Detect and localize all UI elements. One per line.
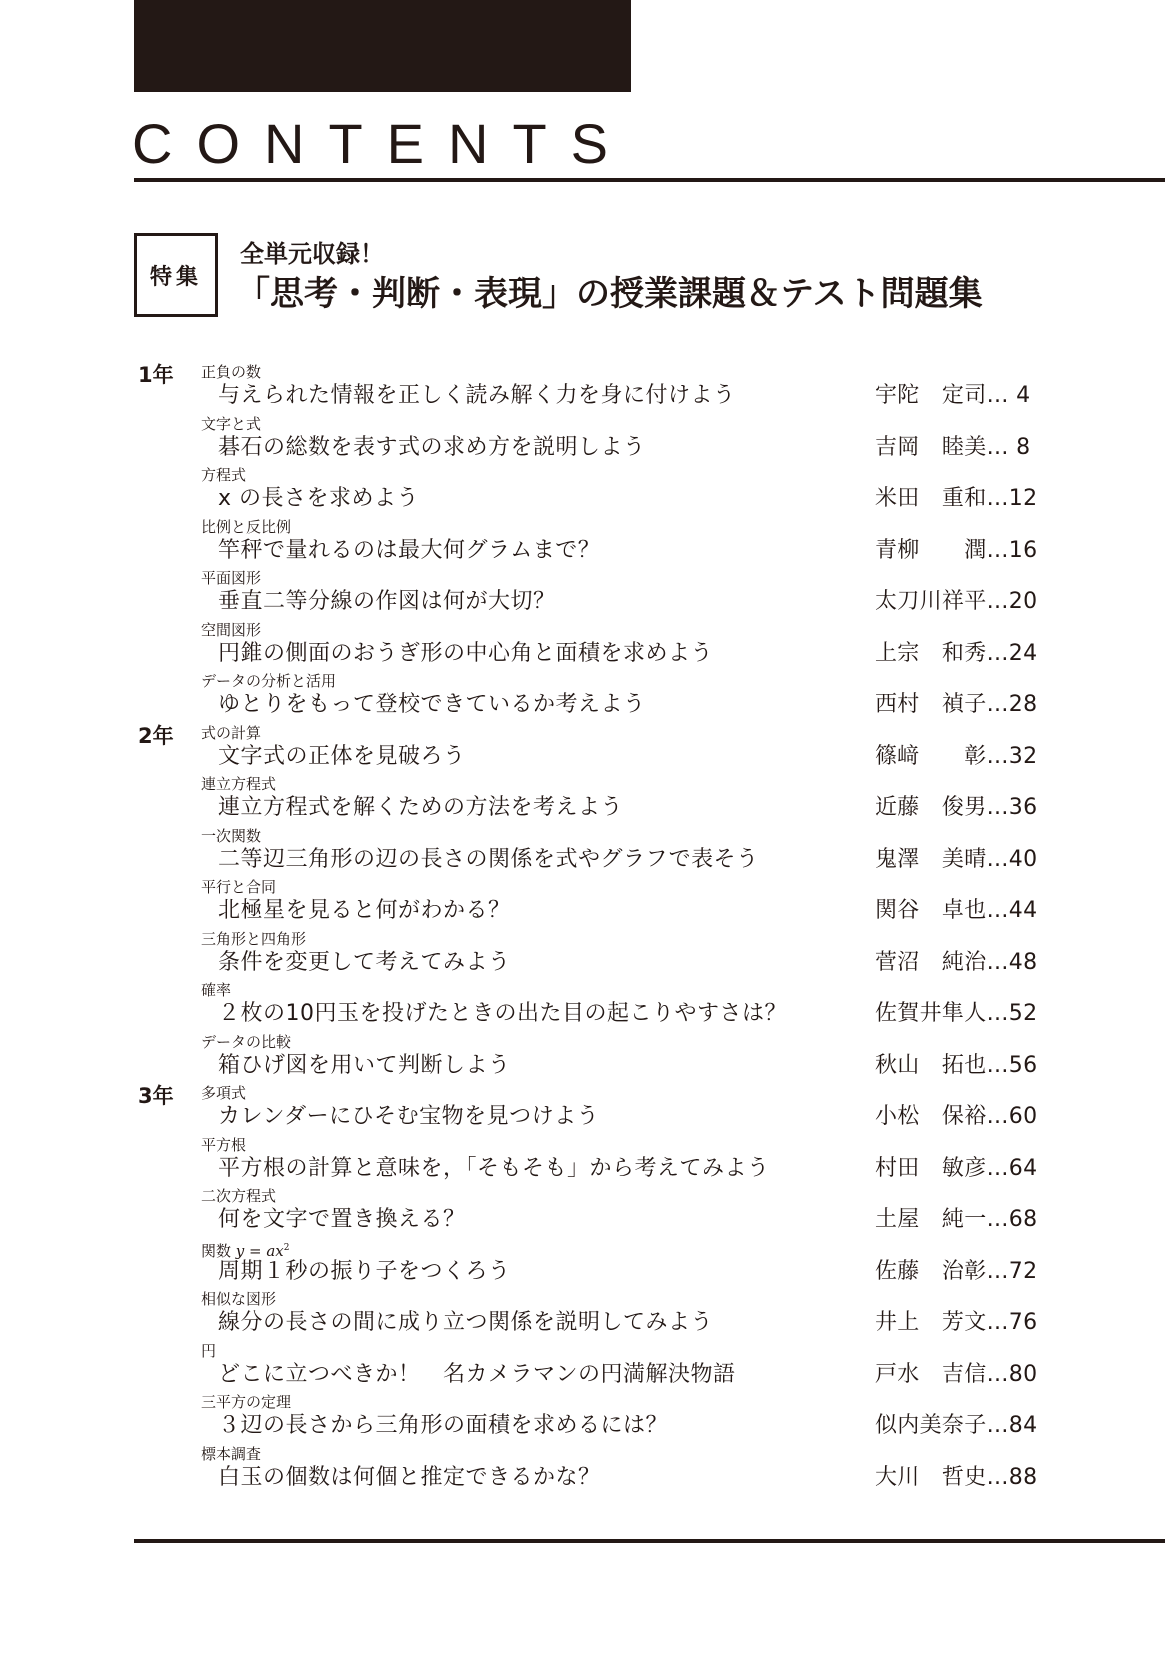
unit-label	[201, 1290, 276, 1308]
toc-entry[interactable]	[0, 1341, 1165, 1393]
unit-name: データの比較	[201, 1032, 292, 1051]
author-and-page: 村田 敏彦…64	[875, 1155, 1038, 1181]
unit-formula-text: y = ax	[231, 1241, 284, 1260]
unit-label	[201, 1393, 291, 1411]
article-title: 円錐の側面のおうぎ形の中心角と面積を求めよう	[218, 640, 714, 666]
article-title: 連立方程式を解くための方法を考えよう	[218, 795, 624, 820]
unit-label	[201, 363, 261, 381]
toc-entry[interactable]	[0, 1238, 1165, 1290]
unit-name: 文字と式	[201, 414, 262, 433]
author-and-page: 井上 芳文…76	[875, 1310, 1038, 1335]
author-and-page: 上宗 和秀…24	[875, 640, 1038, 666]
toc-entry[interactable]	[0, 414, 1165, 466]
author-and-page: 戸水 吉信…80	[875, 1361, 1038, 1387]
author-and-page: 佐賀井隼人…52	[875, 1001, 1038, 1026]
top-rule	[134, 178, 1165, 182]
unit-name: 確率	[201, 981, 232, 999]
unit-label	[201, 724, 261, 742]
unit-label	[201, 981, 231, 999]
article-title: 条件を変更して考えてみよう	[218, 949, 511, 975]
article-title: x の長さを求めよう	[218, 486, 420, 511]
grade-label: 1年	[138, 363, 174, 387]
unit-name: 関数	[201, 1241, 232, 1260]
author-and-page: 大川 哲史…88	[875, 1464, 1038, 1490]
unit-name: 円	[201, 1341, 217, 1360]
article-title: どこに立つべきか！ 名カメラマンの円満解決物語	[218, 1361, 736, 1387]
author-and-page: 米田 重和…12	[875, 486, 1038, 511]
toc-entry[interactable]	[0, 620, 1165, 672]
article-title: 北極星を見ると何がわかる？	[218, 898, 511, 923]
toc-entry[interactable]	[0, 929, 1165, 981]
unit-name: 平方根	[201, 1135, 247, 1154]
unit-name: 一次関数	[201, 826, 262, 845]
unit-label	[201, 1084, 246, 1102]
article-title: 碁石の総数を表す式の求め方を説明しよう	[218, 434, 646, 460]
toc-entry[interactable]	[0, 1289, 1165, 1341]
article-title: 二等辺三角形の辺の長さの関係を式やグラフで表そう	[218, 846, 759, 872]
author-and-page: 吉岡 睦美… 8	[875, 434, 1031, 460]
unit-label	[201, 878, 276, 896]
article-title: 垂直二等分線の作図は何が大切？	[218, 589, 556, 614]
author-and-page: 関谷 卓也…44	[875, 898, 1038, 923]
unit-name: 二次方程式	[201, 1187, 277, 1205]
article-title: 竿秤で量れるのは最大何グラムまで？	[218, 537, 601, 563]
unit-name: 標本調査	[201, 1444, 262, 1463]
unit-label	[201, 415, 261, 433]
unit-label	[201, 1445, 261, 1463]
unit-name: 空間図形	[201, 620, 262, 639]
unit-label	[201, 1187, 276, 1205]
article-title: 箱ひげ図を用いて判断しよう	[218, 1052, 511, 1078]
contents-heading: CONTENTS	[132, 112, 632, 175]
author-and-page: 鬼澤 美晴…40	[875, 846, 1038, 872]
toc-entry[interactable]	[0, 1032, 1165, 1084]
unit-label	[201, 569, 261, 587]
unit-name: 相似な図形	[201, 1290, 277, 1308]
toc-entry[interactable]	[0, 1135, 1165, 1187]
unit-label	[201, 621, 261, 639]
author-and-page: 近藤 俊男…36	[875, 795, 1038, 820]
toc-entry[interactable]	[0, 1392, 1165, 1444]
bottom-rule	[134, 1539, 1165, 1543]
toc-entry[interactable]	[0, 774, 1165, 826]
unit-name: 三角形と四角形	[201, 929, 307, 948]
toc-entry[interactable]	[0, 671, 1165, 723]
toc-entry[interactable]	[0, 517, 1165, 569]
author-and-page: 青柳 潤…16	[875, 537, 1038, 563]
unit-name: 多項式	[201, 1084, 247, 1102]
toc-entry[interactable]	[0, 1444, 1165, 1496]
unit-label	[201, 672, 336, 690]
unit-name: 比例と反比例	[201, 517, 292, 536]
unit-label	[201, 930, 306, 948]
unit-label	[201, 775, 276, 793]
toc-entry[interactable]	[0, 826, 1165, 878]
unit-name: データの分析と活用	[201, 672, 337, 690]
article-title: ３辺の長さから三角形の面積を求めるには？	[218, 1413, 669, 1438]
toc-entry[interactable]	[0, 362, 1165, 414]
article-title: 文字式の正体を見破ろう	[218, 743, 466, 769]
author-and-page: 小松 保裕…60	[875, 1104, 1038, 1129]
author-and-page: 似内美奈子…84	[875, 1413, 1038, 1438]
unit-label	[201, 1136, 246, 1154]
special-feature-title: 「思考・判断・表現」の授業課題＆テスト問題集	[236, 274, 983, 314]
unit-name: 正負の数	[201, 363, 262, 381]
author-and-page: 秋山 拓也…56	[875, 1052, 1038, 1078]
toc-entry[interactable]	[0, 1083, 1165, 1135]
article-title: カレンダーにひそむ宝物を見つけよう	[218, 1104, 600, 1129]
article-title: 何を文字で置き換える？	[218, 1207, 466, 1232]
unit-name: 平面図形	[201, 569, 262, 587]
unit-name: 式の計算	[201, 723, 262, 742]
unit-label	[201, 1033, 291, 1051]
article-title: ゆとりをもって登校できているか考えよう	[218, 692, 646, 717]
unit-label	[201, 1342, 216, 1360]
author-and-page: 太刀川祥平…20	[875, 589, 1038, 614]
special-feature-subtitle: 全単元収録！	[240, 240, 384, 268]
author-and-page: 菅沼 純治…48	[875, 949, 1038, 975]
author-and-page: 西村 禎子…28	[875, 692, 1038, 717]
toc-entry[interactable]	[0, 877, 1165, 929]
author-and-page: 宇陀 定司… 4	[875, 383, 1031, 408]
unit-name: 方程式	[201, 466, 247, 484]
article-title: 周期１秒の振り子をつくろう	[218, 1258, 511, 1284]
unit-name: 連立方程式	[201, 775, 277, 793]
author-and-page: 土屋 純一…68	[875, 1207, 1038, 1232]
toc-entry[interactable]	[0, 465, 1165, 517]
article-title: 平方根の計算と意味を，「そもそも」から考えてみよう	[218, 1155, 770, 1181]
unit-name: 三平方の定理	[201, 1393, 292, 1411]
grade-label: 3年	[138, 1084, 174, 1108]
table-of-contents	[0, 362, 1165, 1495]
unit-name: 平行と合同	[201, 878, 277, 896]
grade-label: 2年	[138, 723, 174, 748]
article-title: 白玉の個数は何個と推定できるかな？	[218, 1464, 601, 1490]
author-and-page: 佐藤 治彰…72	[875, 1258, 1038, 1284]
unit-label	[201, 827, 261, 845]
unit-formula-exponent: 2	[283, 1242, 290, 1253]
article-title: 与えられた情報を正しく読み解く力を身に付けよう	[218, 383, 736, 408]
author-and-page: 篠﨑 彰…32	[875, 743, 1038, 769]
unit-label	[201, 1239, 290, 1260]
toc-entry[interactable]	[0, 980, 1165, 1032]
special-feature-badge: 特集	[134, 233, 218, 317]
toc-entry[interactable]	[0, 568, 1165, 620]
article-title: ２枚の10円玉を投げたときの出た目の起こりやすさは？	[218, 1001, 787, 1026]
article-title: 線分の長さの間に成り立つ関係を説明してみよう	[218, 1310, 714, 1335]
toc-entry[interactable]	[0, 1186, 1165, 1238]
unit-label	[201, 466, 246, 484]
toc-entry[interactable]	[0, 723, 1165, 775]
header-black-bar	[134, 0, 631, 92]
unit-label	[201, 518, 291, 536]
